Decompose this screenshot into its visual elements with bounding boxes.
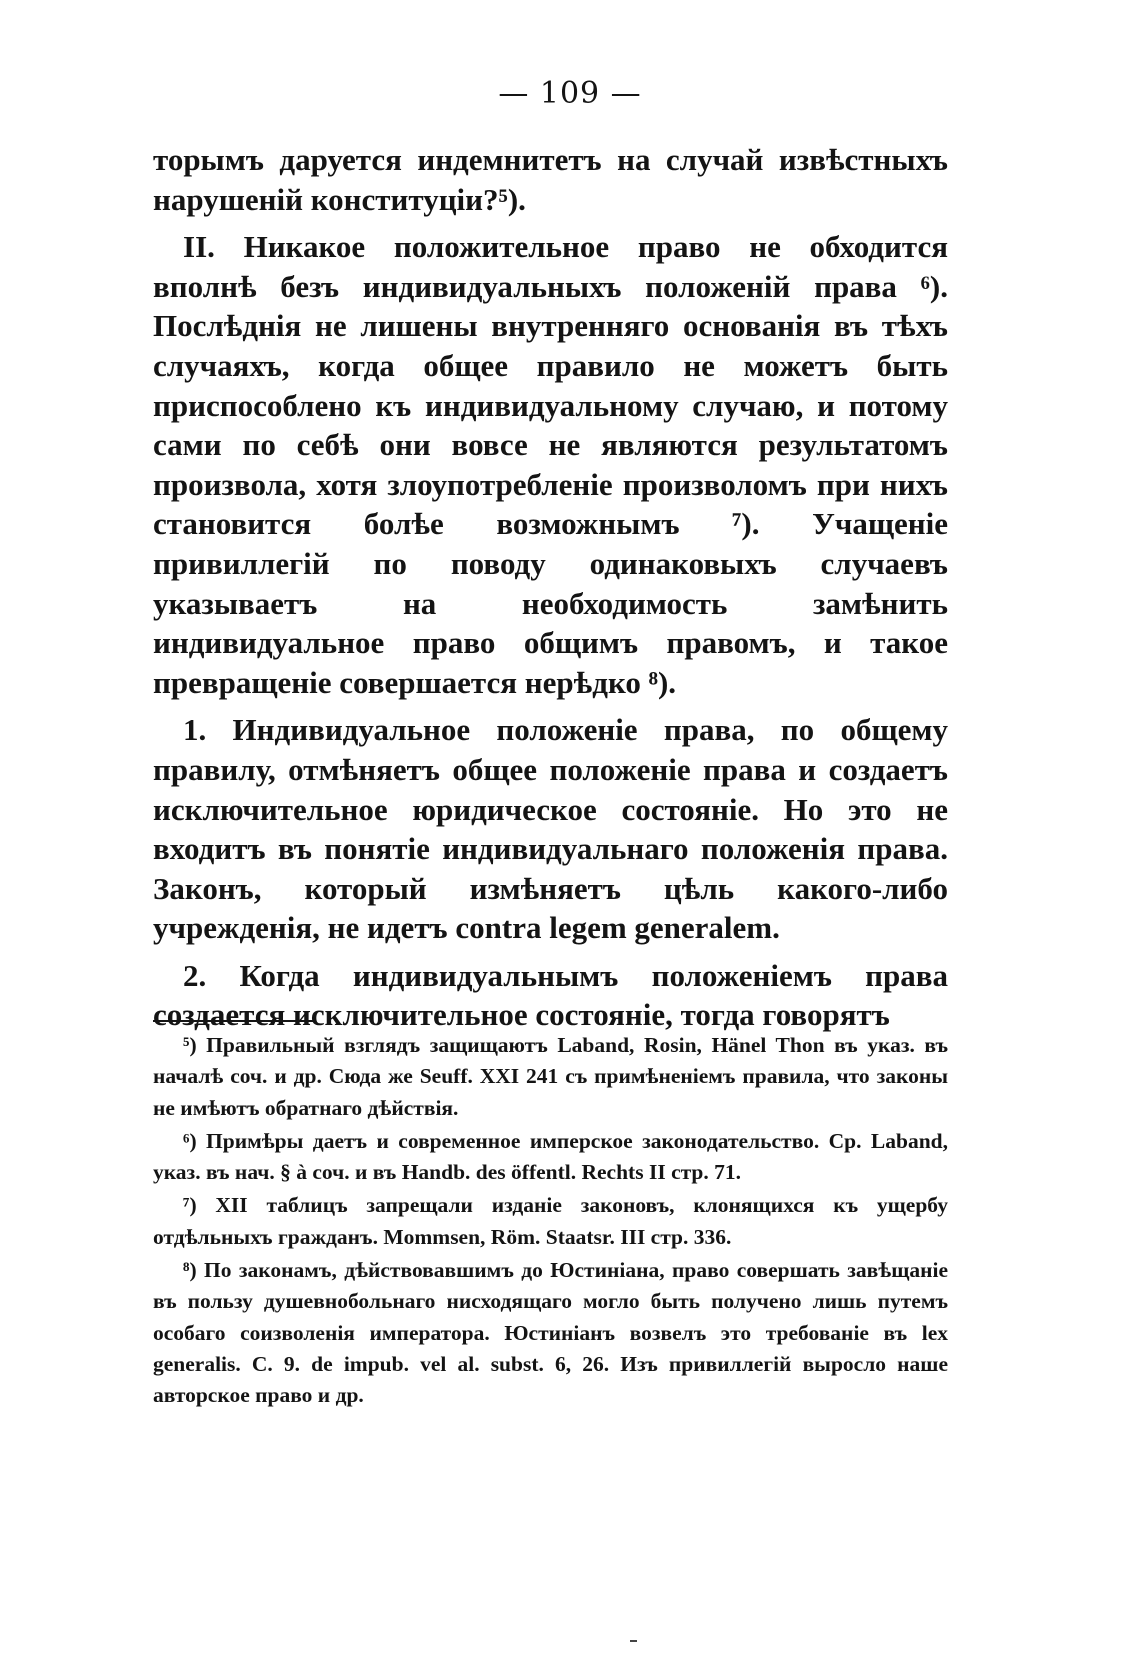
scan-artifact	[630, 1640, 637, 1642]
footnote-5: ⁵) Правильный взглядъ защищаютъ Laband, Rosin, Hänel Thon въ указ. въ началѣ соч. и др. Сюда же Seuff. XXI 241 съ примѣненіемъ правила, что законы не имѣютъ обратнаго дѣйствія.	[153, 1033, 948, 1120]
main-text	[153, 140, 948, 1043]
paragraph-point-1: 1. Индивидуальное положеніе права, по общему правилу, отмѣняетъ общее положеніе права и создаетъ исключительное юридическое состояніе. Но это не входитъ въ понятіе индивидуальнаго положенія права. Законъ, который измѣняетъ цѣль какого-либо учрежденія, не идетъ contra legem generalem.	[153, 712, 948, 946]
footnote-8: ⁸) По законамъ, дѣйствовавшимъ до Юстиніана, право совершать завѣщаніе въ пользу душевнобольнаго нисходящаго могло быть получено лишь путемъ особаго соизволенія императора. Юстиніанъ возвелъ это требованіе въ lex generalis. C. 9. de impub. vel al. subst. 6, 26. Изъ привиллегій выросло наше авторское право и др.	[153, 1258, 948, 1408]
page-number: — 109 —	[498, 76, 642, 111]
paragraph-section-ii: II. Никакое положительное право не обходится вполнѣ безъ индивидуальныхъ положеній права ⁶). Послѣднія не лишены внутренняго основанія въ тѣхъ случаяхъ, когда общее правило не можетъ быть приспособлено къ индивидуальному случаю, и потому сами по себѣ они вовсе не являются результатомъ произвола, хотя злоупотребленіе произволомъ при нихъ становится болѣе возможнымъ ⁷). Учащеніе привиллегій по поводу одинаковыхъ случаевъ указываетъ на необходимость замѣнить индивидуальное право общимъ правомъ, и такое превращеніе совершается нерѣдко ⁸).	[153, 229, 948, 700]
footnote-7: ⁷) XII таблицъ запрещали изданіе законовъ, клонящихся къ ущербу отдѣльныхъ гражданъ. Mommsen, Röm. Staatsr. III стр. 336.	[153, 1193, 948, 1249]
footnote-6: ⁶) Примѣры даетъ и современное имперское законодательство. Ср. Laband, указ. въ нач. § à соч. и въ Handb. des öffentl. Rechts II стр. 71.	[153, 1128, 948, 1185]
footnote-separator	[153, 1020, 314, 1022]
paragraph-point-2: 2. Когда индивидуальнымъ положеніемъ права создается исключительное состояніе, тогда говорятъ	[153, 957, 948, 1033]
paragraph-continuation: торымъ даруется индемнитетъ на случай извѣстныхъ нарушеній конституціи?⁵).	[153, 142, 948, 217]
footnotes	[153, 1030, 948, 1414]
